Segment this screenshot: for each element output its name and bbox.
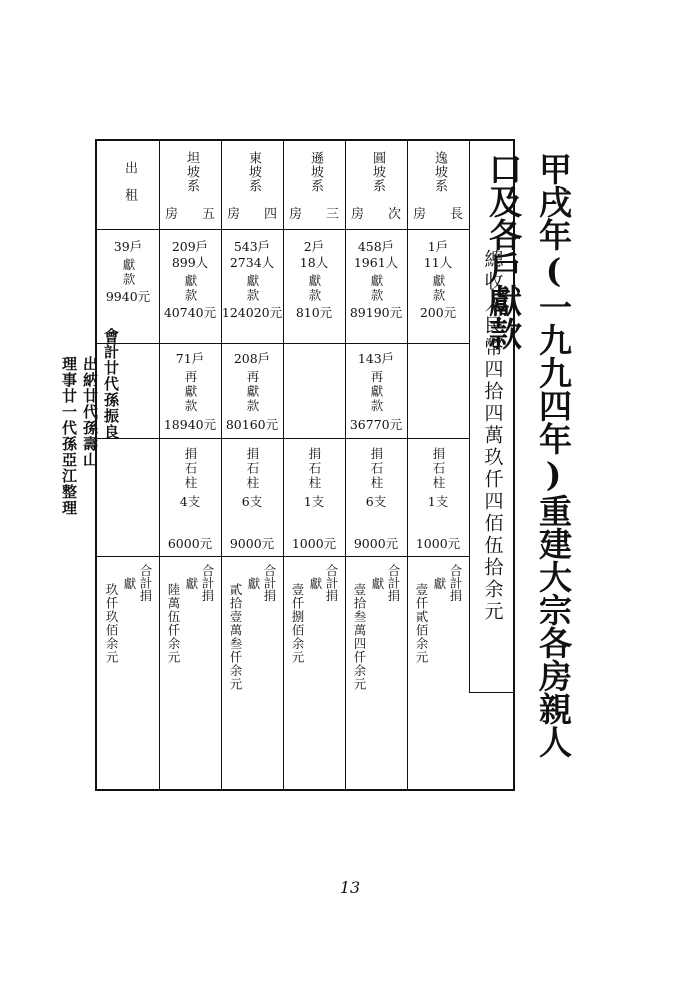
donation-amount: 9940元 [105,289,151,304]
total-amount: 貳拾壹萬叁仟余元 [228,583,243,691]
grand-total: 總收人民幣四拾四萬玖仟四佰伍拾余元 [481,249,504,623]
branch-name: 遜坡系 [308,151,323,193]
people-count: 18人 [299,255,329,270]
total-label: 合計捐獻 [308,564,339,602]
column-header [407,141,469,229]
grid-horizontal-line [97,438,469,439]
fang-rank [221,207,283,223]
rank-label: 長 [449,207,463,222]
fang-rank [345,207,407,223]
stone-pillar-count: 1支 [303,494,325,509]
re-donation-amount: 80160元 [225,417,279,432]
total-label: 合計捐獻 [246,564,277,602]
households: 209戶 [171,239,209,254]
total-donation-cell [159,563,221,664]
branch-name: 坦坡系 [184,151,199,193]
stone-pillar-cell [345,444,407,552]
total-amount: 壹拾叁萬四仟余元 [352,583,367,691]
grand-total-column [469,141,515,693]
re-households: 71戶 [175,351,205,366]
donation-amount: 200元 [419,305,457,320]
re-donation-amount: 36770元 [349,417,403,432]
signature-director: 理事廿一代孫亞江整理 [60,356,78,516]
re-donation-label: 再獻款 [245,370,260,414]
branch-name: 逸坡系 [432,151,447,193]
donation-label: 獻款 [307,273,322,303]
stone-pillar-count: 1支 [427,494,449,509]
donation-cell [407,239,469,321]
total-amount: 玖仟玖佰余元 [104,583,119,664]
total-donation-cell [407,563,469,664]
re-households: 143戶 [357,351,395,366]
total-donation-cell [97,563,159,664]
stone-pillar-label: 捐石柱 [369,447,384,491]
stone-pillar-amount: 6000元 [167,536,213,551]
people-count: 1961人 [353,255,399,270]
re-donation-cell [345,351,407,433]
signature-cashier: 出納廿代孫壽山 [81,356,99,468]
donation-cell [345,239,407,321]
grid-horizontal-line [97,556,469,557]
re-donation-label: 再獻款 [369,370,384,414]
total-amount: 壹仟貳佰余元 [414,583,429,664]
stone-pillar-amount: 9000元 [229,536,275,551]
fang-label: 房 [289,207,303,222]
row-label-chuzu: 出租 [122,161,137,215]
donation-amount: 89190元 [349,305,403,320]
stone-pillar-label: 捐石柱 [307,447,322,491]
stone-pillar-label: 捐石柱 [183,447,198,491]
re-donation-cell [221,351,283,433]
branch-name: 圓坡系 [370,151,385,193]
households: 1戶 [427,239,449,254]
grid-horizontal-line [97,229,469,230]
donation-cell [97,239,159,305]
total-amount: 壹仟捌佰余元 [290,583,305,664]
total-label: 合計捐獻 [370,564,401,602]
donation-amount: 124020元 [221,305,283,320]
column-header [283,141,345,229]
fang-label: 房 [227,207,241,222]
re-donation-label: 再獻款 [183,370,198,414]
fang-rank [159,207,221,223]
fang-label: 房 [413,207,427,222]
re-households: 208戶 [233,351,271,366]
donation-label: 獻款 [245,273,260,303]
donation-amount: 810元 [295,305,333,320]
donation-cell [221,239,283,321]
stone-pillar-count: 4支 [179,494,201,509]
stone-pillar-cell [283,444,345,552]
donation-label: 獻款 [121,257,136,287]
column-header [221,141,283,229]
donation-label: 獻款 [369,273,384,303]
donation-cell [159,239,221,321]
total-label: 合計捐獻 [122,564,153,602]
signature-accountant: 會計廿代孫振良 [102,328,120,440]
donation-amount: 40740元 [163,305,217,320]
people-count: 11人 [423,255,453,270]
grid-horizontal-line [97,343,469,344]
page-title: 甲戌年(一九九四年)重建大宗各房親人口及各戶獻款 [484,152,573,758]
stone-pillar-amount: 1000元 [415,536,461,551]
rank-label: 五 [201,207,215,222]
stone-pillar-cell [221,444,283,552]
stone-pillar-count: 6支 [241,494,263,509]
stone-pillar-amount: 1000元 [291,536,337,551]
donation-label: 獻款 [431,273,446,303]
total-donation-cell [283,563,345,664]
donation-label: 獻款 [183,273,198,303]
fang-label: 房 [165,207,179,222]
donation-table [95,139,515,791]
fang-rank [407,207,469,223]
stone-pillar-cell [159,444,221,552]
stone-pillar-amount: 9000元 [353,536,399,551]
stone-pillar-label: 捐石柱 [245,447,260,491]
stone-pillar-label: 捐石柱 [431,447,446,491]
total-label: 合計捐獻 [184,564,215,602]
column-header [159,141,221,229]
people-count: 899人 [171,255,209,270]
rank-label: 三 [325,207,339,222]
total-label: 合計捐獻 [432,564,463,602]
rank-label: 四 [263,207,277,222]
total-amount: 陸萬伍仟余元 [166,583,181,664]
households: 458戶 [357,239,395,254]
total-donation-cell [221,563,283,691]
stone-pillar-count: 6支 [365,494,387,509]
total-donation-cell [345,563,407,691]
fang-rank [283,207,345,223]
re-donation-amount: 18940元 [163,417,217,432]
stone-pillar-cell [407,444,469,552]
people-count: 2734人 [229,255,275,270]
households: 39戶 [113,239,143,254]
donation-cell [283,239,345,321]
branch-name: 東坡系 [246,151,261,193]
column-header [97,141,159,229]
households: 2戶 [303,239,325,254]
rank-label: 次 [387,207,401,222]
page-number: 13 [339,878,361,897]
fang-label: 房 [351,207,365,222]
re-donation-cell [159,351,221,433]
households: 543戶 [233,239,271,254]
column-header [345,141,407,229]
